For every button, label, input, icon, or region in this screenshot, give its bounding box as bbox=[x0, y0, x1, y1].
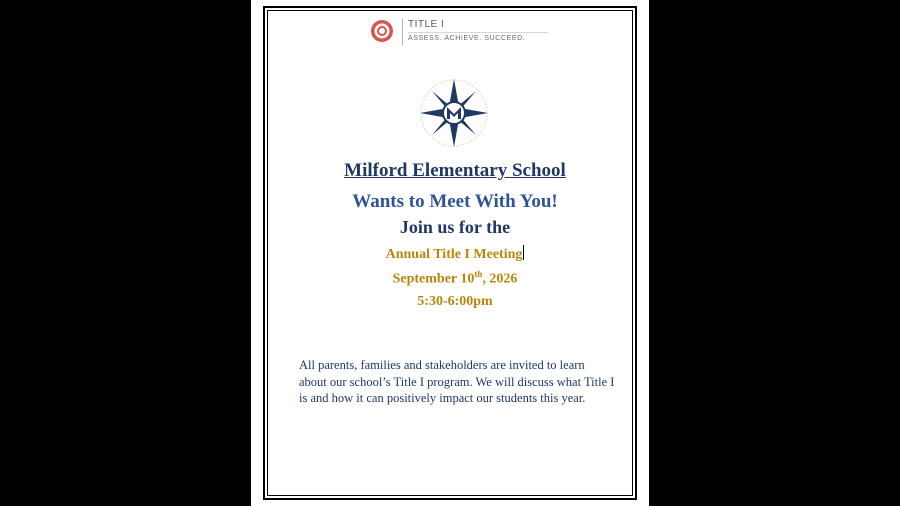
text-cursor bbox=[523, 245, 524, 260]
title-one-logo-icon bbox=[370, 19, 394, 43]
school-name: Milford Elementary School bbox=[344, 160, 566, 181]
page-border bbox=[263, 6, 637, 500]
program-title: TITLE I bbox=[408, 19, 445, 30]
event-time: 5:30-6:00pm bbox=[417, 294, 493, 309]
title-one-header bbox=[370, 17, 550, 47]
event-name: Annual Title I Meeting bbox=[385, 247, 523, 262]
join-line: Join us for the bbox=[399, 217, 511, 237]
page-border-inner bbox=[267, 10, 633, 496]
document-page bbox=[251, 0, 649, 506]
logo-divider bbox=[402, 19, 403, 45]
event-date: September 10th, 2026 bbox=[392, 269, 518, 287]
logo-rule bbox=[408, 32, 548, 33]
invitation-paragraph: All parents, families and stakeholders are invited to learn about our school’s Title I program. We will discuss what Title I is and how it can positively impact our students this year. bbox=[299, 358, 615, 405]
program-tagline: ASSESS. ACHIEVE. SUCCEED. bbox=[408, 35, 526, 42]
headline: Wants to Meet With You! bbox=[352, 191, 558, 212]
compass-star-emblem-icon bbox=[418, 77, 490, 149]
